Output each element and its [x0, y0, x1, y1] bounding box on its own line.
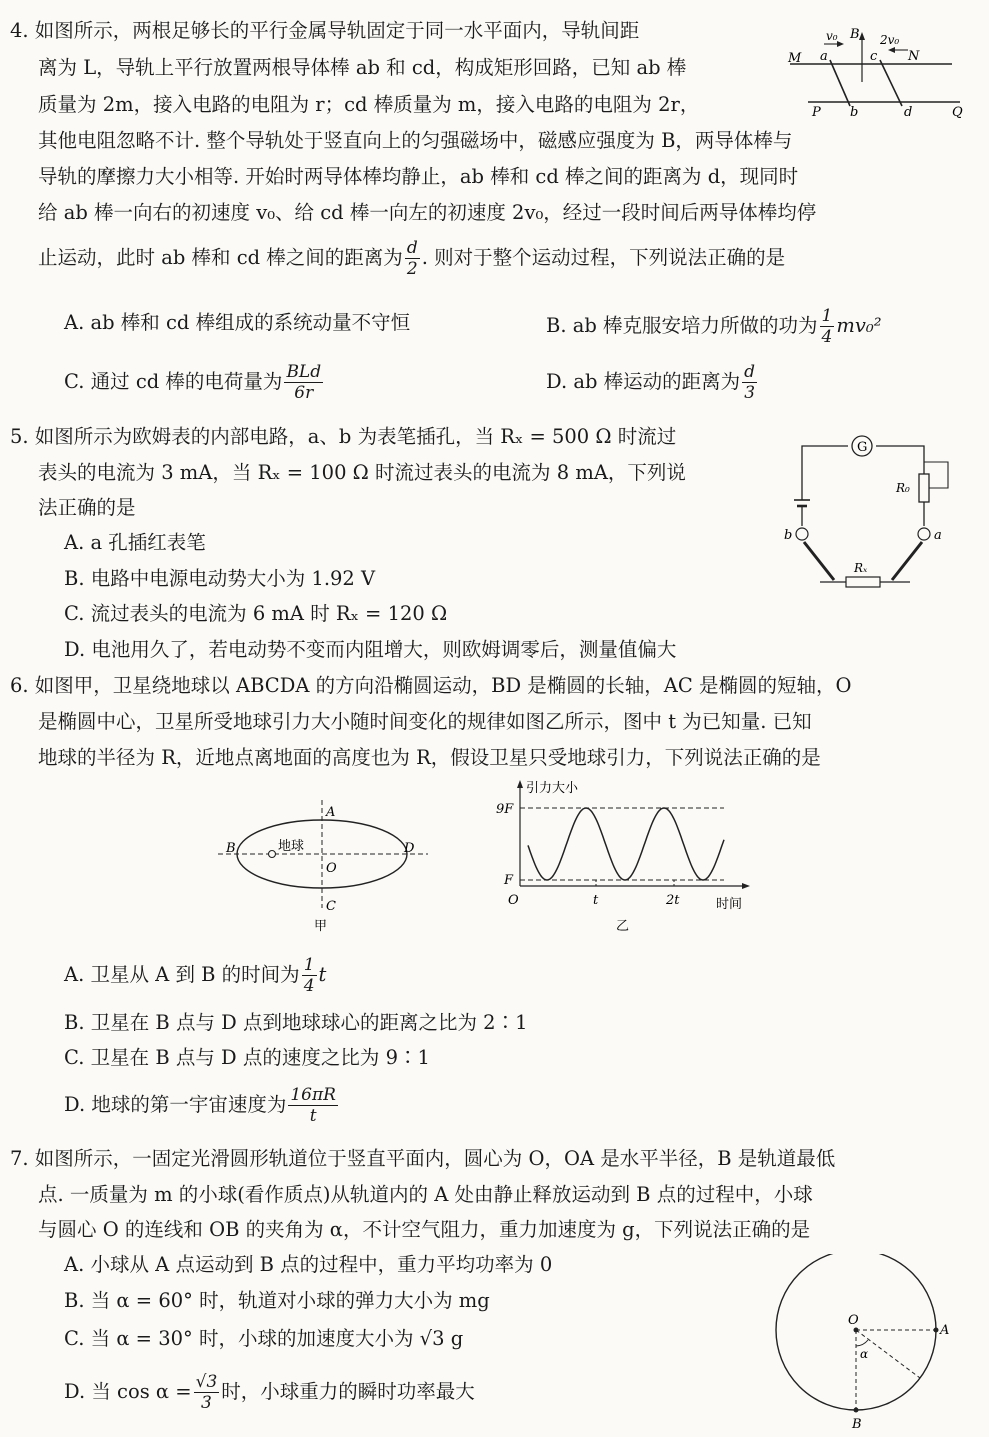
rod-cd: [880, 60, 902, 106]
center-O-dot: [854, 1328, 859, 1333]
q6-option-d-text: D. 地球的第一宇宙速度为: [64, 1093, 287, 1116]
q5-circuit-figure: [780, 430, 970, 600]
frac-numerator: 16πR: [290, 1085, 336, 1105]
label-b: b: [784, 528, 793, 543]
label-a: a: [820, 49, 828, 64]
label-O: O: [848, 1313, 859, 1328]
label-P: P: [812, 105, 821, 120]
label-earth: 地球: [278, 839, 305, 854]
q5-line-3: 法正确的是: [38, 496, 136, 519]
q5-option-a: A. a 孔插红表笔: [64, 531, 206, 554]
q7-option-a: A. 小球从 A 点运动到 B 点的过程中，重力平均功率为 0: [64, 1253, 553, 1276]
q4-option-c: [64, 362, 325, 403]
q7-circle-figure: [770, 1254, 970, 1434]
r0-resistor-icon: [919, 474, 929, 502]
q6-option-b: B. 卫星在 B 点与 D 点到地球球心的距离之比为 2∶1: [64, 1011, 528, 1034]
label-Rx: Rₓ: [854, 561, 868, 575]
v0-arrowhead: [837, 41, 844, 47]
label-v0: v₀: [826, 29, 838, 43]
wire-left-top: [802, 446, 848, 500]
q7-line-1: 7. 如图所示，一固定光滑圆形轨道位于竖直平面内，圆心为 O，OA 是水平半径，B 是轨道最低: [10, 1147, 836, 1170]
label-Q: Q: [952, 105, 963, 120]
q7-line-3: 与圆心 O 的连线和 OB 的夹角为 α，不计空气阻力，重力加速度为 g，下列说法正确的是: [38, 1218, 811, 1241]
q6-option-a-text: A. 卫星从 A 到 B 的时间为: [64, 963, 300, 986]
q4-fraction-d-over-2: [405, 238, 420, 279]
q4-option-b: [546, 306, 882, 347]
q4-line-7-pre: 止运动，此时 ab 棒和 cd 棒之间的距离为: [38, 246, 403, 269]
q4-option-a: A. ab 棒和 cd 棒组成的系统动量不守恒: [64, 311, 411, 334]
q6-figure-yi: [492, 778, 782, 938]
q6-line-2: 是椭圆中心，卫星所受地球引力大小随时间变化的规律如图乙所示，图中 t 为已知量. 已知: [38, 710, 812, 733]
origin-label: O: [508, 893, 519, 908]
q4-line-5: 导轨的摩擦力大小相等. 开始时两导体棒均静止，ab 棒和 cd 棒之间的距离为 d，现同时: [38, 165, 799, 188]
rod-ab: [830, 60, 850, 106]
q4-option-d-fraction: [742, 362, 757, 403]
y-axis-label: 引力大小: [526, 781, 579, 796]
label-R0: R₀: [896, 481, 910, 495]
q4-line-7-post: . 则对于整个运动过程，下列说法正确的是: [421, 246, 786, 269]
label-C: C: [326, 899, 336, 914]
label-B: B: [226, 841, 236, 856]
tick-label-9F: 9F: [496, 802, 514, 817]
label-a: a: [934, 528, 942, 543]
frac-numerator: BLd: [286, 362, 322, 382]
terminal-a-icon: [918, 528, 930, 540]
q4-option-b-expr: mv₀²: [836, 314, 882, 337]
q4-line-4: 其他电阻忽略不计. 整个导轨处于竖直向上的匀强磁场中，磁感应强度为 B，两导体棒与: [38, 129, 793, 152]
force-curve: [528, 808, 724, 880]
caption-yi: 乙: [616, 919, 630, 934]
q6-line-1: 6. 如图甲，卫星绕地球以 ABCDA 的方向沿椭圆运动，BD 是椭圆的长轴，AC 是椭圆的短轴，O: [10, 674, 852, 697]
y-axis-arrowhead: [517, 780, 523, 788]
q4-line-7: [38, 238, 785, 279]
q4-option-b-fraction: [820, 306, 835, 347]
q4-rails-figure: [780, 22, 970, 122]
caption-jia: 甲: [314, 919, 328, 934]
point-A-dot: [934, 1328, 939, 1333]
q4-option-c-text: C. 通过 cd 棒的电荷量为: [64, 370, 283, 393]
label-d: d: [904, 105, 913, 120]
frac-denominator: 3: [201, 1393, 212, 1413]
q7-option-b: B. 当 α = 60° 时，轨道对小球的弹力大小为 mg: [64, 1289, 490, 1312]
frac-denominator: t: [309, 1106, 317, 1126]
q5-option-d: D. 电池用久了，若电动势不变而内阻增大，则欧姆调零后，测量值偏大: [64, 638, 677, 661]
label-A: A: [940, 1323, 950, 1338]
tick-label-2t: 2t: [666, 893, 680, 908]
q7-option-d-tail: 时，小球重力的瞬时功率最大: [221, 1380, 475, 1403]
frac-denominator: 2: [406, 259, 418, 279]
q6-option-a-fraction: [302, 955, 317, 996]
q4-option-d: [546, 362, 759, 403]
x-axis-arrowhead: [742, 883, 750, 889]
q6-option-a: [64, 955, 326, 996]
label-2v0: 2v₀: [880, 33, 900, 47]
q6-option-d: [64, 1085, 340, 1126]
frac-denominator: 6r: [294, 383, 314, 403]
wire-right-top: [876, 446, 924, 474]
frac-numerator: d: [406, 238, 418, 258]
q6-option-d-fraction: [288, 1085, 338, 1126]
point-B-dot: [854, 1408, 859, 1413]
label-B: B: [850, 27, 860, 42]
probe-right-icon: [892, 542, 922, 580]
q7-line-2: 点. 一质量为 m 的小球(看作质点)从轨道内的 A 处由静止释放运动到 B 点的过程中，小球: [38, 1183, 813, 1206]
q6-option-c: C. 卫星在 B 点与 D 点的速度之比为 9∶1: [64, 1046, 430, 1069]
frac-denominator: 4: [821, 327, 833, 347]
terminal-b-icon: [796, 528, 808, 540]
q6-option-a-var: t: [318, 963, 327, 986]
q7-option-d-fraction: [194, 1372, 220, 1413]
label-A: A: [326, 805, 336, 820]
b-field-arrowhead: [859, 32, 865, 40]
q5-line-2: 表头的电流为 3 mA，当 Rₓ = 100 Ω 时流过表头的电流为 8 mA，下列说: [38, 461, 686, 484]
q4-option-b-text: B. ab 棒克服安培力所做的功为: [546, 314, 818, 337]
q7-option-d-text: D. 当 cos α =: [64, 1380, 192, 1403]
q4-line-3: 质量为 2m，接入电路的电阻为 r；cd 棒质量为 m，接入电路的电阻为 2r，: [38, 93, 700, 116]
frac-numerator: √3: [195, 1372, 218, 1392]
angle-alpha-arc: [856, 1340, 868, 1346]
q4-option-d-text: D. ab 棒运动的距离为: [546, 370, 741, 393]
tick-label-F: F: [504, 873, 514, 888]
label-B: B: [852, 1417, 862, 1432]
label-c: c: [870, 49, 878, 64]
q5-line-1: 5. 如图所示为欧姆表的内部电路，a、b 为表笔插孔，当 Rₓ = 500 Ω 时流过: [10, 425, 677, 448]
x-axis-label: 时间: [716, 897, 743, 912]
label-M: M: [788, 51, 802, 66]
q7-option-d: [64, 1372, 475, 1413]
q4-line-1: 4. 如图所示，两根足够长的平行金属导轨固定于同一水平面内，导轨间距: [10, 19, 640, 42]
frac-denominator: 3: [744, 383, 756, 403]
2v0-arrowhead: [888, 47, 895, 53]
q4-option-c-fraction: [284, 362, 323, 403]
q4-line-6: 给 ab 棒一向右的初速度 v₀、给 cd 棒一向左的初速度 2v₀，经过一段时间后两导体棒均停: [38, 201, 817, 224]
probe-left-icon: [804, 542, 834, 580]
label-alpha: α: [860, 1347, 869, 1361]
frac-denominator: 4: [303, 976, 315, 996]
q5-option-b: B. 电路中电源电动势大小为 1.92 V: [64, 567, 376, 590]
rx-resistor-icon: [846, 577, 880, 587]
tick-label-t: t: [593, 893, 599, 908]
label-D: D: [404, 841, 415, 856]
q7-option-c: C. 当 α = 30° 时，小球的加速度大小为 √3 g: [64, 1327, 464, 1350]
label-b: b: [850, 105, 859, 120]
q5-option-c: C. 流过表头的电流为 6 mA 时 Rₓ = 120 Ω: [64, 602, 448, 625]
label-G: G: [857, 440, 868, 455]
label-O: O: [326, 861, 337, 876]
q6-figure-jia: [210, 796, 440, 936]
q6-line-3: 地球的半径为 R，近地点离地面的高度也为 R，假设卫星只受地球引力，下列说法正确的是: [38, 746, 821, 769]
frac-numerator: 1: [303, 955, 315, 975]
q4-line-2: 离为 L，导轨上平行放置两根导体棒 ab 和 cd，构成矩形回路，已知 ab 棒: [38, 56, 687, 79]
frac-numerator: 1: [821, 306, 833, 326]
earth-icon: [269, 851, 276, 858]
label-N: N: [908, 49, 920, 64]
frac-numerator: d: [744, 362, 756, 382]
